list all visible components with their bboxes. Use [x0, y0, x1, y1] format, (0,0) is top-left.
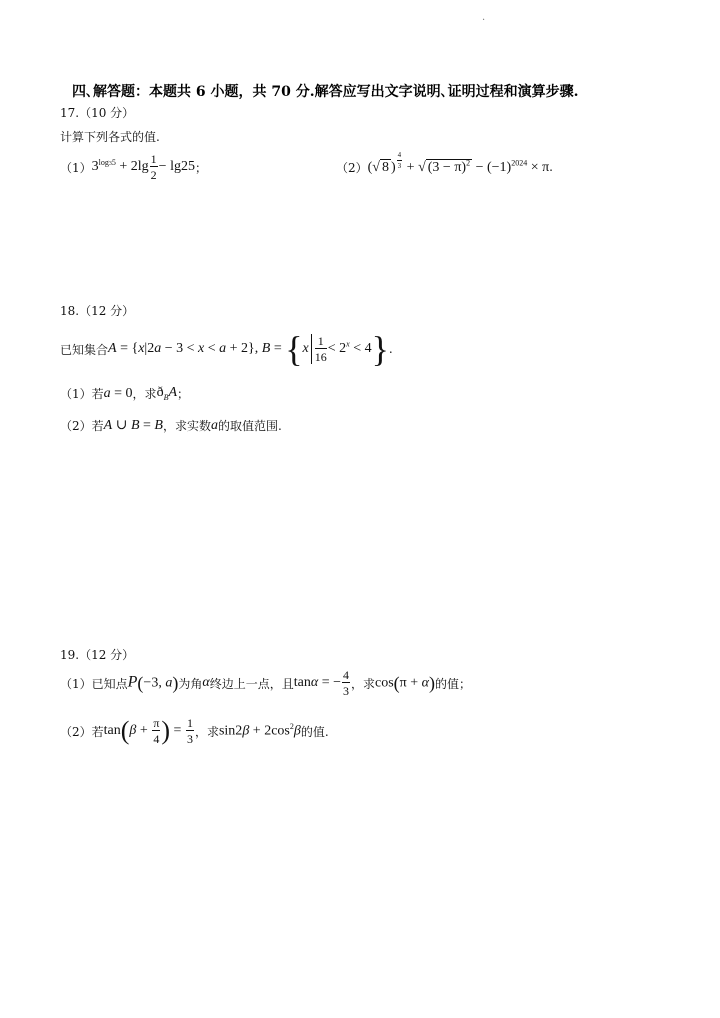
question-19-part-2 — [60, 710, 329, 752]
q19-p1-target: cos(π + α) — [375, 672, 435, 693]
question-17-number: 17.（10 分） — [60, 106, 135, 120]
q19-p1-label: （1）已知点 — [60, 676, 128, 691]
q19-p2-condition: tan(β + $\frac{\pi}{4}$ ) = $\frac{1}{3}$ — [103, 716, 193, 746]
question-17-intro: 计算下列各式的值. — [60, 130, 160, 144]
section-title: 四､解答题：本题共 6 小题，共 70 分.解答应写出文字说明､证明过程和演算步骤. — [72, 84, 579, 100]
q18-set-formula: A = {x|2a − 3 < x < a + 2}, B = {x $\frac{1}{16}$ < $2^x < 4$} — [108, 329, 389, 369]
question-18-intro — [60, 330, 393, 368]
q19-p2-mid: ，求 — [194, 724, 219, 739]
q18-intro-suffix: . — [388, 342, 393, 356]
q19-p1-mid1: 为角 — [178, 676, 203, 691]
page-marker-dot: . — [482, 12, 486, 23]
q17-p1-formula: $3^{log35} + 2\lg$ $\frac{1}{2}$ − lg25 — [91, 152, 195, 182]
question-18-part-2 — [60, 417, 282, 434]
q19-p2-target: $\sin 2\beta + 2\cos^2\beta$ — [218, 722, 301, 739]
q19-p1-tail: 的值； — [435, 676, 472, 691]
q18-p2-label: （2）若 — [60, 419, 104, 433]
question-19-part-1 — [60, 664, 471, 702]
q17-p2-tail: . — [549, 160, 553, 174]
q17-p2-formula: (√ 8 ) $^{\frac{4}{3}}$ + √ $(3 - \pi)^2 - (-1)^{2024} \times \pi$ — [367, 151, 550, 175]
q17-p2-label: （2） — [336, 160, 368, 175]
q17-p1-label: （1） — [60, 160, 92, 175]
q17-p1-tail: ； — [194, 160, 207, 175]
q18-intro-prefix: 已知集合 — [60, 342, 109, 357]
question-17-part-1 — [60, 150, 207, 184]
q19-p1-angle: α — [202, 675, 210, 690]
q18-p1-mid: ，求 — [132, 387, 157, 401]
q19-p2-tail: 的值. — [300, 724, 329, 739]
q18-p1-target: $ð_BA$ — [156, 385, 178, 402]
q19-p2-label: （2）若 — [60, 724, 104, 739]
q18-p2-condition: A ∪ B = B — [103, 418, 163, 433]
q18-p2-tail: 的取值范围. — [217, 419, 282, 433]
q18-p1-label: （1）若 — [60, 387, 104, 401]
question-18-number: 18.（12 分） — [60, 304, 135, 318]
question-18-part-1 — [60, 385, 189, 402]
q18-p2-variable: a — [210, 417, 218, 433]
q19-p1-mid2: 终边上一点，且 — [209, 676, 294, 691]
q18-p2-mid: ，求实数 — [162, 419, 211, 433]
q19-p1-mid3: ，求 — [350, 676, 375, 691]
q18-p1-condition: a = 0 — [103, 385, 133, 401]
question-19-number: 19.（12 分） — [60, 648, 135, 662]
question-17-part-2 — [336, 150, 553, 184]
q19-p1-point: P(−3, a) — [127, 672, 179, 693]
q18-p1-tail: ； — [177, 387, 190, 401]
q19-p1-tan: tanα = − $\frac{4}{3}$ — [293, 668, 349, 698]
